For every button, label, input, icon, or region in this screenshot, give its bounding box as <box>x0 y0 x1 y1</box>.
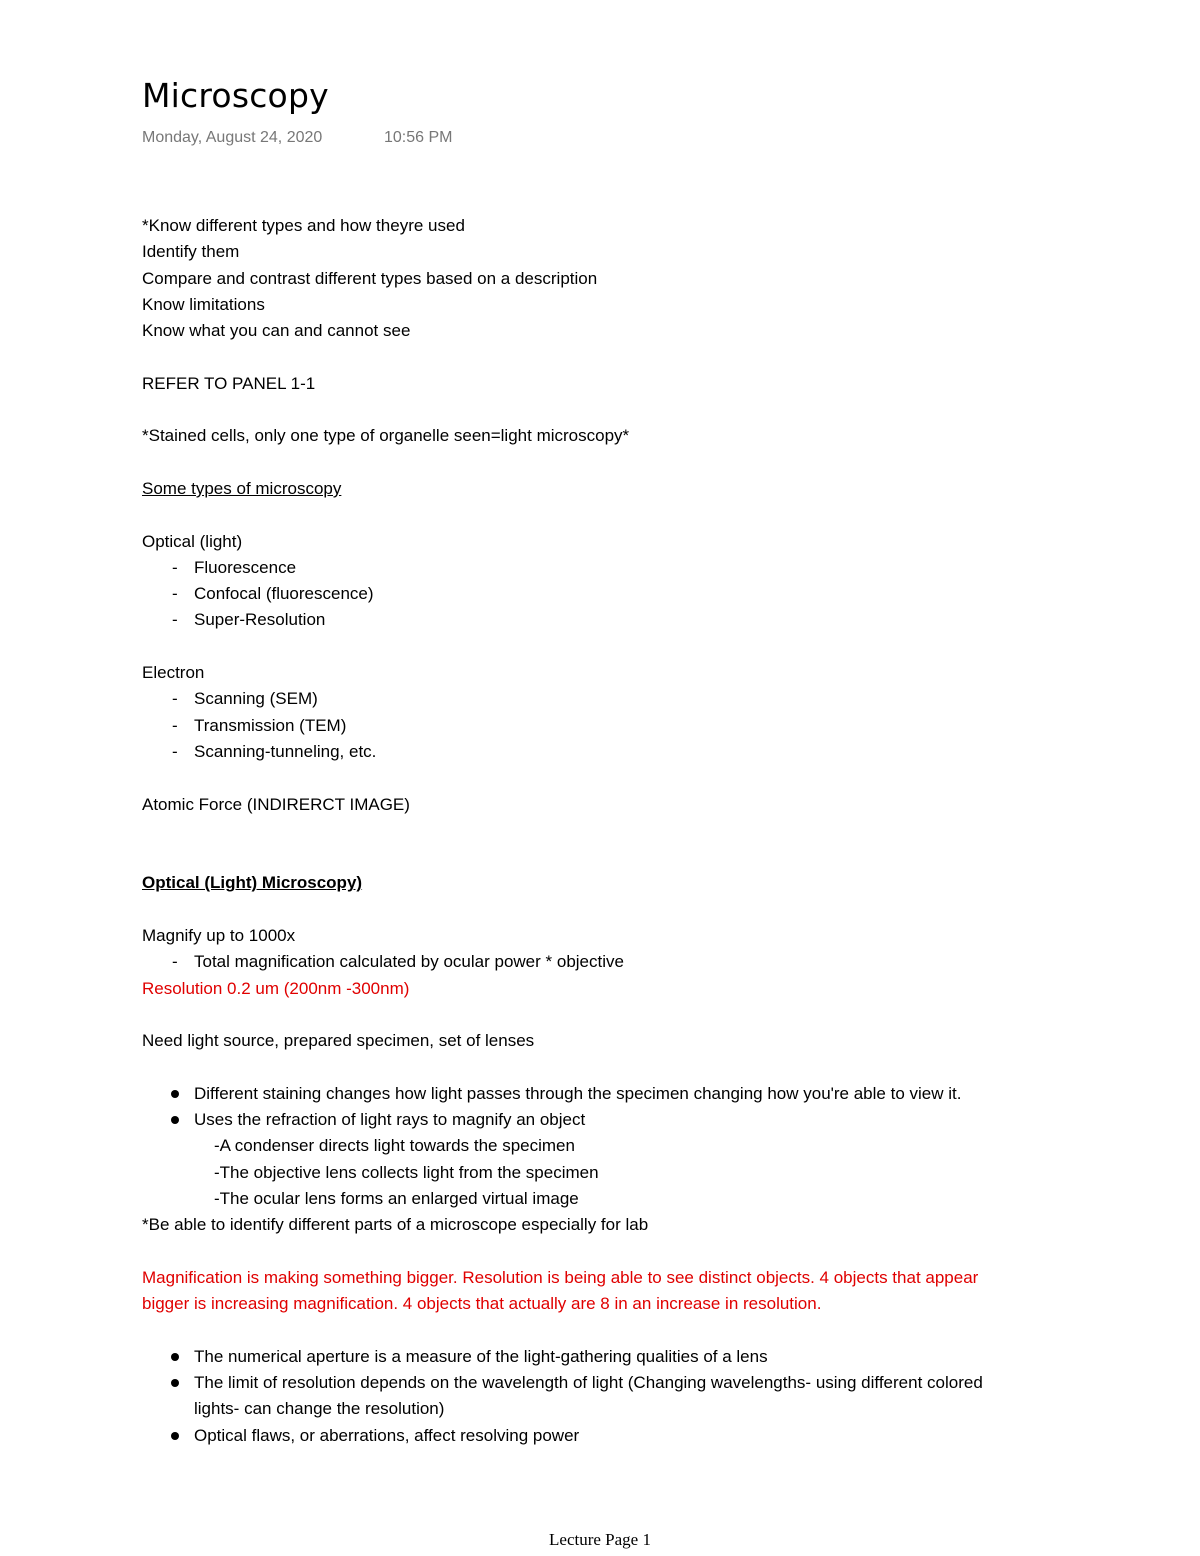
lab-note: *Be able to identify different parts of a microscope especially for lab <box>142 1215 649 1235</box>
list-item <box>142 686 1142 712</box>
bullet-dot-icon <box>171 1353 179 1361</box>
dash-marker: - <box>172 610 178 630</box>
list-item-text: Transmission (TEM) <box>194 715 347 735</box>
magnify-line: Magnify up to 1000x <box>142 926 296 946</box>
sub-item: -The ocular lens forms an enlarged virtual image <box>214 1188 579 1208</box>
dash-marker: - <box>172 689 178 709</box>
bullet-continuation <box>142 1396 1142 1422</box>
bullet-text: The limit of resolution depends on the wavelength of light (Changing wavelengths- using different colored <box>194 1373 983 1393</box>
list-item <box>142 555 1142 581</box>
red-note-line: Magnification is making something bigger. Resolution is being able to see distinct objects. 4 objects that appear <box>142 1267 979 1287</box>
resolution-line: Resolution 0.2 um (200nm -300nm) <box>142 978 410 998</box>
optical-label: Optical (light) <box>142 531 243 551</box>
list-item-text: Scanning (SEM) <box>194 689 318 709</box>
optical-section-heading: Optical (Light) Microscopy) <box>142 873 363 893</box>
intro-line: Know limitations <box>142 294 265 314</box>
bullet-item <box>142 1107 1142 1133</box>
dash-marker: - <box>172 557 178 577</box>
bullet-item <box>142 1370 1142 1396</box>
need-line: Need light source, prepared specimen, set of lenses <box>142 1031 535 1051</box>
page-title: Microscopy <box>142 76 329 115</box>
bullet-text: Uses the refraction of light rays to magnify an object <box>194 1110 586 1130</box>
intro-line: Identify them <box>142 242 240 262</box>
list-item <box>142 739 1142 765</box>
intro-line: Compare and contrast different types based on a description <box>142 268 598 288</box>
list-item-text: Confocal (fluorescence) <box>194 584 374 604</box>
intro-line: Know what you can and cannot see <box>142 321 411 341</box>
list-item-text: Total magnification calculated by ocular power * objective <box>194 952 624 972</box>
intro-line: *Know different types and how theyre used <box>142 216 465 235</box>
dash-marker: - <box>172 952 178 972</box>
bullet-text: Optical flaws, or aberrations, affect resolving power <box>194 1425 580 1445</box>
list-item-text: Fluorescence <box>194 557 297 577</box>
page-footer: Lecture Page 1 <box>549 1530 651 1549</box>
list-item <box>142 607 1142 633</box>
sub-item: -The objective lens collects light from the specimen <box>214 1162 599 1182</box>
atomic-label: Atomic Force (INDIRERCT IMAGE) <box>142 794 410 814</box>
bullet-dot-icon <box>171 1116 179 1124</box>
dash-marker: - <box>172 741 178 761</box>
sub-item: -A condenser directs light towards the specimen <box>214 1136 575 1156</box>
bullet-dot-icon <box>171 1379 179 1387</box>
list-item <box>142 949 1142 975</box>
page-meta <box>142 126 453 150</box>
dash-marker: - <box>172 584 178 604</box>
red-note-line: bigger is increasing magnification. 4 objects that actually are 8 in an increase in resolution. <box>142 1294 822 1314</box>
page-time: 10:56 PM <box>384 129 453 146</box>
bullet-text: lights- can change the resolution) <box>194 1399 445 1419</box>
bullet-text: Different staining changes how light passes through the specimen changing how you're able to view it. <box>194 1083 962 1103</box>
electron-label: Electron <box>142 663 205 683</box>
list-item <box>142 581 1142 607</box>
types-heading: Some types of microscopy <box>142 478 342 498</box>
list-item-text: Super-Resolution <box>194 610 326 630</box>
note-body[interactable] <box>142 213 1142 1449</box>
bullet-item <box>142 1081 1142 1107</box>
page-date: Monday, August 24, 2020 <box>142 129 323 146</box>
list-item-text: Scanning-tunneling, etc. <box>194 741 377 761</box>
bullet-dot-icon <box>171 1090 179 1098</box>
dash-marker: - <box>172 715 178 735</box>
list-item <box>142 713 1142 739</box>
stained-note: *Stained cells, only one type of organelle seen=light microscopy* <box>142 426 630 446</box>
bullet-text: The numerical aperture is a measure of the light-gathering qualities of a lens <box>194 1346 768 1366</box>
bullet-dot-icon <box>171 1432 179 1440</box>
bullet-item <box>142 1344 1142 1370</box>
bullet-item <box>142 1423 1142 1449</box>
refer-line: REFER TO PANEL 1-1 <box>142 373 316 393</box>
